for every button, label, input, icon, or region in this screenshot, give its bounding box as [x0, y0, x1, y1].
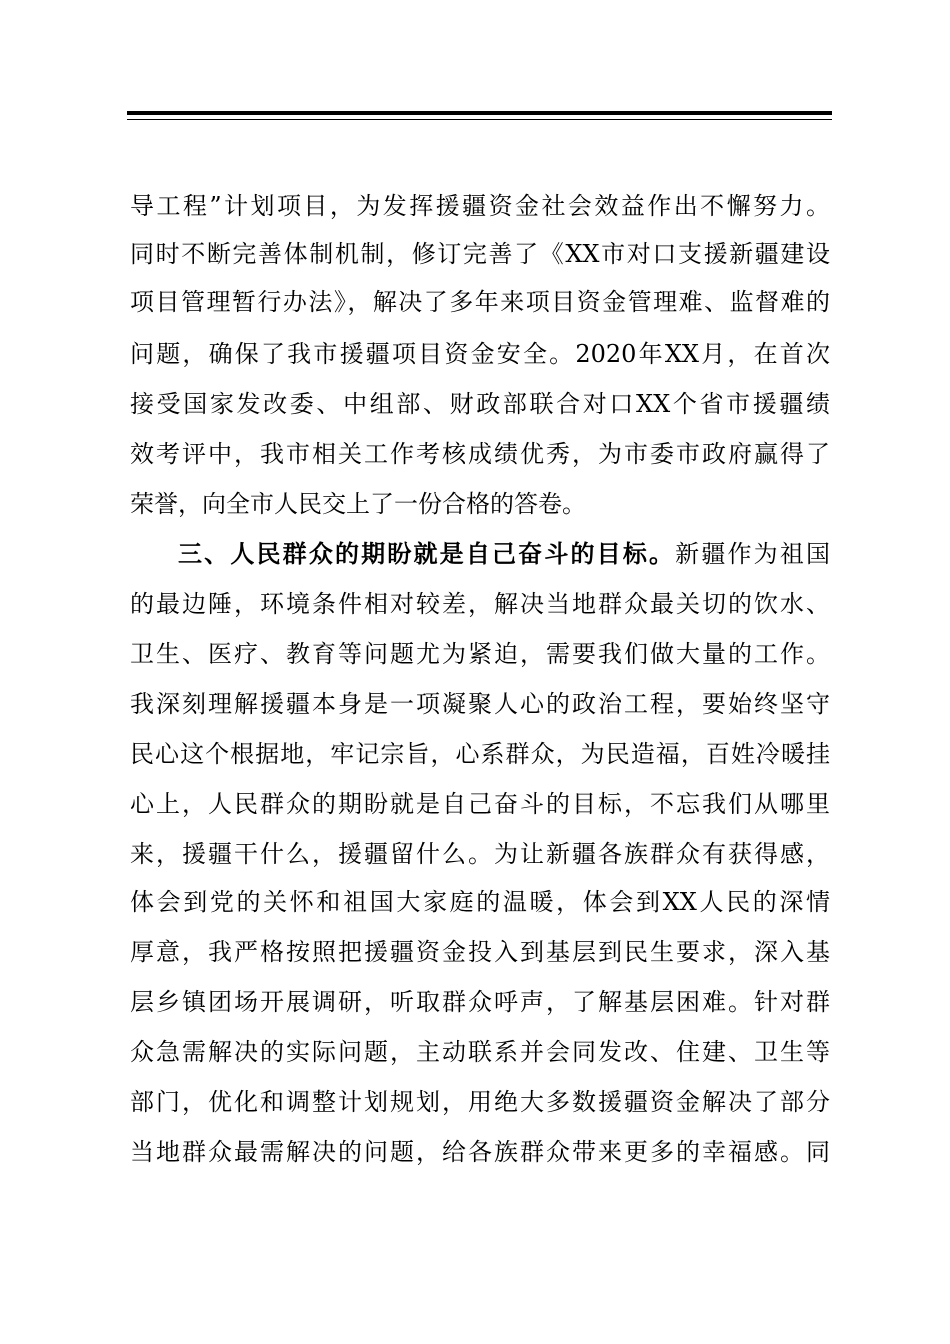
section-heading: 三、人民群众的期盼就是自己奋斗的目标。 [178, 539, 676, 568]
section-text-start: 新疆作为祖国 [675, 540, 831, 568]
text-line: 效考评中，我市相关工作考核成绩优秀，为市委市政府赢得了 [130, 440, 830, 468]
text-line: 问题，确保了我市援疆项目资金安全。2020年XX月，在首次 [130, 340, 830, 368]
text-line: 卫生、医疗、教育等问题尤为紧迫，需要我们做大量的工作。 [130, 640, 830, 668]
header-rule-thin [127, 119, 832, 120]
text-line: 众急需解决的实际问题，主动联系并会同发改、住建、卫生等 [130, 1038, 830, 1066]
text-line: 的最边陲，环境条件相对较差，解决当地群众最关切的饮水、 [130, 590, 830, 618]
text-line: 项目管理暂行办法》，解决了多年来项目资金管理难、监督难的 [130, 288, 830, 316]
text-line: 心上，人民群众的期盼就是自己奋斗的目标，不忘我们从哪里 [130, 790, 830, 818]
text-line: 接受国家发改委、中组部、财政部联合对口XX个省市援疆绩 [130, 390, 830, 418]
text-line: 当地群众最需解决的问题，给各族群众带来更多的幸福感。同 [130, 1138, 830, 1166]
text-line: 我深刻理解援疆本身是一项凝聚人心的政治工程，要始终坚守 [130, 690, 830, 718]
text-line: 同时不断完善体制机制，修订完善了《XX市对口支援新疆建设 [130, 240, 830, 268]
text-line: 部门，优化和调整计划规划，用绝大多数援疆资金解决了部分 [130, 1088, 830, 1116]
header-rule-thick [127, 111, 832, 115]
section-heading-line [178, 532, 830, 576]
text-line: 民心这个根据地，牢记宗旨，心系群众，为民造福，百姓冷暖挂 [130, 740, 830, 768]
text-line: 导工程”计划项目，为发挥援疆资金社会效益作出不懈努力。 [130, 192, 830, 220]
text-line: 厚意，我严格按照把援疆资金投入到基层到民生要求，深入基 [130, 938, 830, 966]
text-line: 来，援疆干什么，援疆留什么。为让新疆各族群众有获得感， [130, 840, 830, 868]
text-line: 荣誉，向全市人民交上了一份合格的答卷。 [130, 490, 586, 518]
text-line: 层乡镇团场开展调研，听取群众呼声，了解基层困难。针对群 [130, 988, 830, 1016]
text-line: 体会到党的关怀和祖国大家庭的温暖，体会到XX人民的深情 [130, 888, 830, 916]
